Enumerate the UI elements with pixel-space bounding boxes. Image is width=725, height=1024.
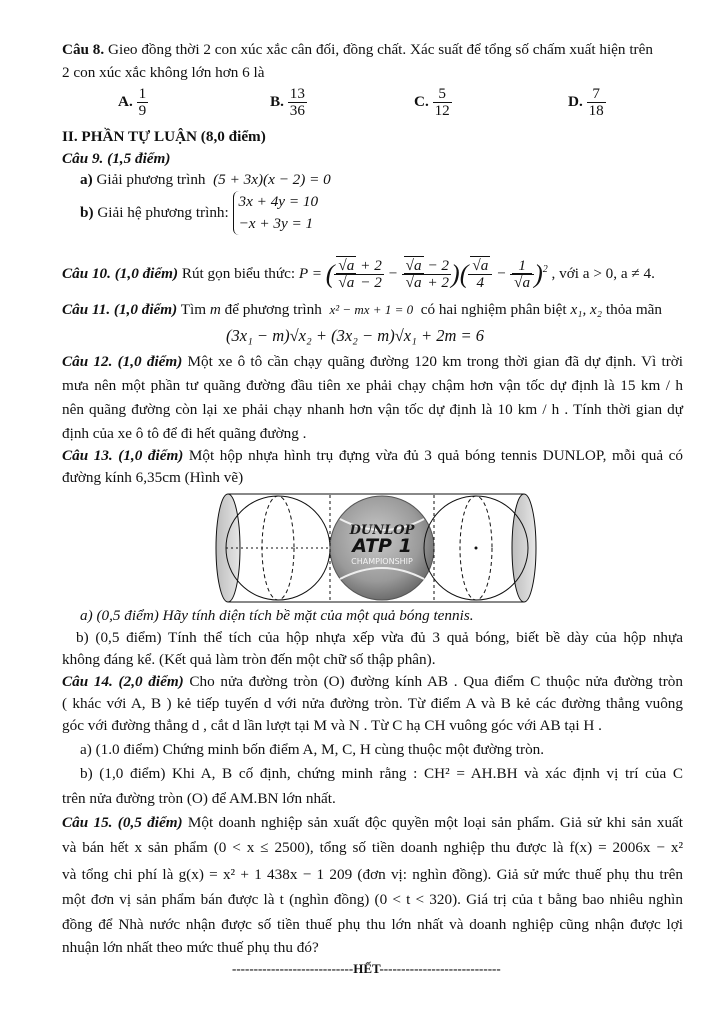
ball-atp-text: ATP 1 <box>352 535 412 557</box>
q14-b-line2: trên nửa đường tròn (O) để AM.BN lớn nhất. <box>62 790 336 807</box>
q12-line4: định của xe ô tô để đi hết quãng đường . <box>62 425 307 442</box>
q13-a: a) (0,5 điểm) Hãy tính diện tích bề mặt của một quả bóng tennis. <box>80 607 474 624</box>
q14-a: a) (1.0 điểm) Chứng minh bốn điểm A, M, C, H cùng thuộc một đường tròn. <box>80 741 545 758</box>
q8-choice-a-fraction: $\frac{1}{9}$ <box>138 85 147 119</box>
tennis-ball-middle <box>330 496 434 600</box>
q15-line2: và bán hết x sản phẩm (0 < x ≤ 2500), tổng số tiền doanh nghiệp thu được là f(x) = 2006x − x² <box>62 839 683 856</box>
wireframe-ball-left <box>226 496 330 600</box>
q9-title: Câu 9. (1,5 điểm) <box>62 150 171 167</box>
q12-line1: Câu 12. (1,0 điểm) Một xe ô tô cần chạy quãng đường 120 km trong thời gian đã dự định. Vì trời <box>62 353 684 370</box>
q9-b: b) Giải hệ phương trình: 3x + 4y = 10 −x + 3y = 1 <box>80 191 318 235</box>
can-right-cap <box>512 494 536 602</box>
q15-line1: Câu 15. (0,5 điểm) Một doanh nghiệp sản xuất độc quyền một loại sản phẩm. Giả sử khi sản xuất <box>62 814 684 831</box>
q9-b-system: 3x + 4y = 10 −x + 3y = 1 <box>233 191 319 235</box>
q15-line5: đồng để Nhà nước nhận được số tiền thuế phụ thu lớn nhất và doanh nghiệp cũng nhận được lợi <box>62 916 683 933</box>
q8-choice-c-fraction: $\frac{5}{12}$ <box>434 85 450 119</box>
q14-line2: ( khác với A, B ) kẻ tiếp tuyến d với nửa đường tròn. Từ điểm A và B kẻ các đường thẳng vuông <box>62 695 683 712</box>
q13-line2: đường kính 6,35cm (Hình vẽ) <box>62 469 244 486</box>
ball-brand-text: DUNLOP <box>349 523 415 538</box>
tennis-can-figure <box>212 491 552 605</box>
q14-line1: Câu 14. (2,0 điểm) Cho nửa đường tròn (O) đường kính AB . Qua điểm C thuộc nửa đường tròn <box>62 673 683 690</box>
q8-choice-d-fraction: $\frac{7}{18}$ <box>588 85 604 119</box>
q11-line1: Câu 11. (1,0 điểm) Tìm m để phương trình x² − mx + 1 = 0 có hai nghiệm phân biệt x₁, x₂ thỏa mãn <box>62 301 662 318</box>
section-2-heading: II. PHẦN TỰ LUẬN (8,0 điểm) <box>62 128 266 145</box>
q9-a: a) Giải phương trình (5 + 3x)(x − 2) = 0 <box>80 171 331 188</box>
ball-championship-text: CHAMPIONSHIP <box>351 557 413 566</box>
q9-a-equation: (5 + 3x)(x − 2) = 0 <box>213 171 331 188</box>
q15-line3: và tổng chi phí là g(x) = x² + 1 438x − 1 209 (đơn vị: nghìn đồng). Giả sử mức thuế phụ thu trên <box>62 866 683 883</box>
q10-expression: P = ( $\frac{√a + 2}{√a - 2}$ − $\frac{√a - 2}{√a + 2}$ )( $\frac{√a}{4}$ − $\frac{1}{√a}$ )$^2$ <box>298 257 548 292</box>
q12-line3: nên quãng đường còn lại xe phải chạy nhanh hơn vận tốc dự định là 10 km / h . Tính thời gian dự <box>62 401 683 418</box>
end-marker: ----------------------------HẾT---------------------------- <box>232 961 501 976</box>
q13-line1: Câu 13. (1,0 điểm) Một hộp nhựa hình trụ đựng vừa đủ 3 quả bóng tennis DUNLOP, mỗi quả có <box>62 447 684 464</box>
q11-condition: (3x₁ − m)√x₂ + (3x₂ − m)√x₁ + 2m = 6 <box>226 326 484 345</box>
q8-choice-c: C. $\frac{5}{12}$ <box>414 85 450 119</box>
q13-b-line1: b) (0,5 điểm) Tính thể tích của hộp nhựa xếp vừa đủ 3 quả bóng, biết bề dày của hộp nhựa <box>76 629 683 646</box>
q14-b-line1: b) (1,0 điểm) Khi A, B cố định, chứng minh rằng : CH² = AH.BH và xác định vị trí của C <box>80 765 683 782</box>
q8-choice-d: D. $\frac{7}{18}$ <box>568 85 604 119</box>
q8-label: Câu 8. <box>62 41 105 58</box>
q8-choice-a: A. $\frac{1}{9}$ <box>118 85 147 119</box>
q13-b-line2: không đáng kể. (Kết quả làm tròn đến một chữ số thập phân). <box>62 651 436 668</box>
q8-text: Gieo đồng thời 2 con xúc xắc cân đối, đồng chất. Xác suất để tổng số chấm xuất hiện trên <box>104 41 653 58</box>
q10: Câu 10. (1,0 điểm) Rút gọn biểu thức: P = ( $\frac{√a + 2}{√a - 2}$ − $\frac{√a - 2}{√a + 2}$ )( $\frac{√a}{4}$ − $\frac{1}{√a}$ )$^2$ , với a > 0, a ≠ 4. <box>62 257 655 292</box>
q12-line2: mưa nên một phần tư quãng đường đầu tiên xe phải chạy chậm hơn vận tốc dự định là 15 km / h <box>62 377 683 394</box>
q15-line4: một đơn vị sản phẩm bán được là t (nghìn đồng) (0 < t < 320). Giá trị của t bằng bao nhiêu nghìn <box>62 891 683 908</box>
q14-line3: góc với đường thẳng d , cắt d lần lượt tại M và N . Từ C hạ CH vuông góc với AB tại H . <box>62 717 602 734</box>
tennis-can-drawing <box>212 491 552 605</box>
q8-choice-b: B. $\frac{13}{36}$ <box>270 85 305 119</box>
q15-line6: nhuận lớn nhất theo mức thuế phụ thu đó? <box>62 939 319 956</box>
q8-line2: 2 con xúc xắc không lớn hơn 6 là <box>62 64 265 81</box>
q8-choice-b-fraction: $\frac{13}{36}$ <box>289 85 305 119</box>
q8-line1 <box>62 40 653 60</box>
